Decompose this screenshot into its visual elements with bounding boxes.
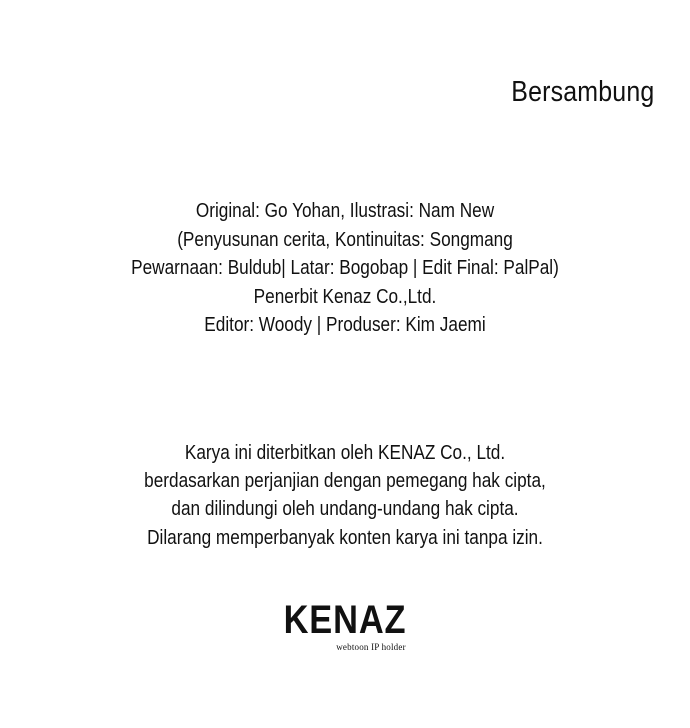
credit-line-publisher: Penerbit Kenaz Co.,Ltd.: [253, 285, 437, 308]
credits-block: [0, 197, 690, 340]
copyright-line-4: Dilarang memperbanyak konten karya ini tanpa izin.: [147, 526, 543, 549]
credit-line-editor: Editor: Woody | Produser: Kim Jaemi: [204, 314, 486, 336]
kenaz-logo: [0, 598, 690, 652]
continued-label: Bersambung: [510, 76, 654, 108]
copyright-notice: [0, 439, 690, 552]
copyright-line-3: dan dilindungi oleh undang-undang hak cipta.: [171, 498, 519, 521]
credit-line-story: (Penyusunan cerita, Kontinuitas: Songmang: [177, 228, 513, 251]
credit-line-original: Original: Go Yohan, Ilustrasi: Nam New: [195, 200, 495, 222]
copyright-line-2: berdasarkan perjanjian dengan pemegang hak cipta,: [144, 470, 546, 493]
copyright-line-1: Karya ini diterbitkan oleh KENAZ Co., Ltd.: [184, 442, 506, 464]
credit-line-coloring: Pewarnaan: Buldub| Latar: Bogobap | Edit Final: PalPal): [131, 257, 559, 279]
logo-wordmark: KENAZ: [283, 598, 407, 642]
logo-tagline: webtoon IP holder: [336, 642, 406, 652]
